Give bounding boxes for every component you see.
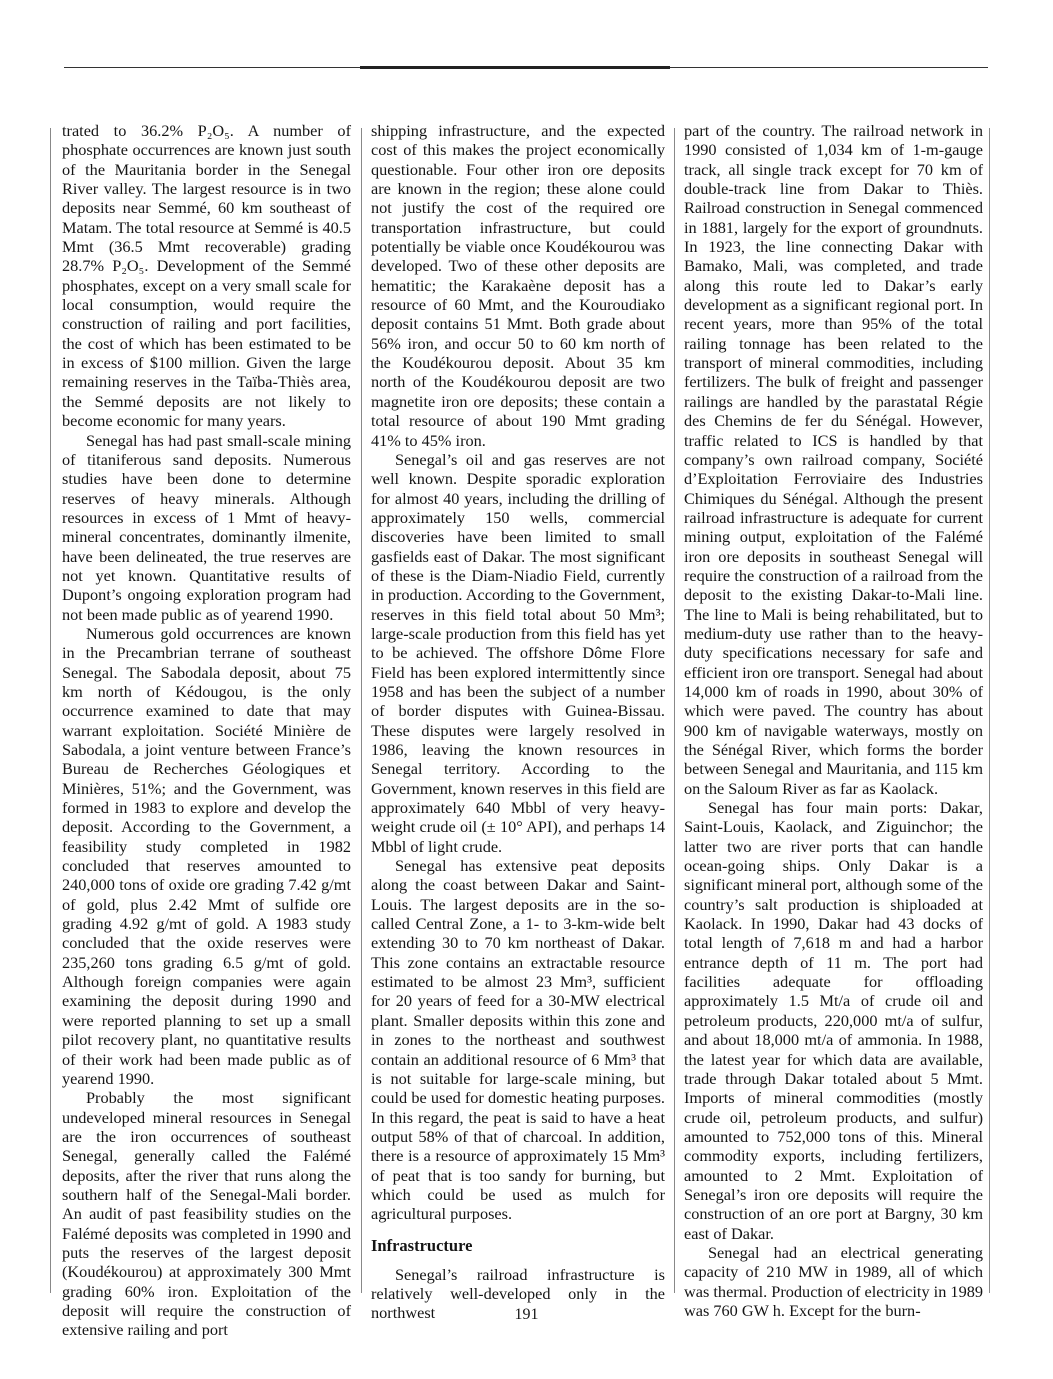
paragraph: Senegal’s oil and gas reserves are not well known. Despite sporadic exploration for almost 40 years, including the drilling of approximately 150 wells, commercial discoveries have been limited to small gasfields east of Dakar. The most significant of these is the Diam-Niadio Field, currently in production. According to the Government, reserves in this field total about 50 Mm³; large-scale production from this field has yet to be achieved. The offshore Dôme Flore Field has been explored intermittently since 1958 and has been the subject of a number of border disputes with Guinea-Bissau. These disputes were largely resolved in 1986, leaving the known resources in Senegal territory. According to the Government, known reserves in this field are approximately 640 Mbbl of very heavy-weight crude oil (± 10° API), and perhaps 14 Mbbl of light crude. bbox=[371, 449, 665, 856]
column-divider-right-outer bbox=[989, 128, 990, 1293]
paragraph: trated to 36.2% P₂O₅. A number of phosphate occurrences are known just south of the Mauritania border in the Senegal River valley. The largest resource is in two deposits near Semmé, 60 km southeast of Matam. The total resource at Semmé is 40.5 Mmt (36.5 Mmt recoverable) grading 28.7% P₂O₅. Development of the Semmé phosphates, except on a very small scale for local consumption, would require the construction of railing and port facilities, the cost of which has been estimated to be in excess of $100 million. Given the large remaining reserves in the Taïba-Thiès area, the Semmé deposits are not likely to become economic for many years. bbox=[62, 121, 351, 431]
section-heading: Infrastructure bbox=[371, 1235, 473, 1255]
text-column-1 bbox=[62, 121, 351, 1340]
page-number: 191 bbox=[514, 1306, 539, 1323]
column-divider-1-2 bbox=[361, 128, 362, 1293]
paragraph: part of the country. The railroad network in 1990 consisted of 1,034 km of 1-m-gauge track, all single track except for 70 km of double-track line from Dakar to Thiès. Railroad construction in Senegal commenced in 1881, largely for the export of groundnuts. In 1923, the line connecting Dakar with Bamako, Mali, was completed, and trade along this route led to Dakar’s early development as a significant regional port. In recent years, more than 95% of the total railing tonnage has been related to the transport of mineral commodities, including fertilizers. The bulk of freight and passenger railings are handled by the parastatal Régie des Chemins de fer du Sénégal. However, traffic related to ICS is handled by that company’s own railroad company, Société d’Exploitation Ferroviaire des Industries Chimiques du Sénégal. Although the present railroad infrastructure is adequate for current mining output, exploitation of the Falémé iron ore deposits in southeast Senegal will require the construction of a railroad from the deposit to the existing Dakar-to-Mali line. The line to Mali is being rehabilitated, but to medium-duty use rather than to the heavy-duty specifications necessary for safe and efficient iron ore transport. Senegal had about 14,000 km of roads in 1990, about 30% of which were paved. The country has about 900 km of navigable waterways, mostly on the Sénégal River, which forms the border between Senegal and Mauritania, and 115 km on the Saloum River as far as Kaolack. bbox=[684, 121, 983, 798]
paragraph: Senegal’s railroad infrastructure is relatively well-developed only in the northwest bbox=[371, 1264, 665, 1323]
paragraph: Senegal had an electrical generating capacity of 210 MW in 1989, all of which was thermal. Production of electricity in 1989 was 760 GW h. Except for the burn- bbox=[684, 1242, 983, 1320]
paragraph: Numerous gold occurrences are known in the Precambrian terrane of southeast Senegal. The Sabodala deposit, about 75 km north of Kédougou, is the only occurrence examined to date that may warrant exploitation. Société Minière de Sabodala, a joint venture between France’s Bureau de Recherches Géologiques et Minières, 51%; and the Government, was formed in 1983 to explore and develop the deposit. According to the Government, a feasibility study completed in 1982 concluded that reserves amounted to 240,000 tons of oxide ore grading 7.42 g/mt of gold, plus 2.42 Mmt of sulfide ore grading 4.92 g/mt of gold. A 1983 study concluded that the oxide reserves were 235,260 tons grading 6.5 g/mt of gold. Although foreign companies were again examining the deposit during 1990 and were reported planning to set up a small pilot recovery plant, no quantitative results of their work had been made public as of yearend 1990. bbox=[62, 623, 351, 1088]
paragraph: shipping infrastructure, and the expected cost of this makes the project economically questionable. Four other iron ore deposits are known in the region; these alone could not justify the cost of the required ore transportation infrastructure, but could potentially be viable once Koudékourou was developed. Two of these other deposits are hematitic; the Karakaène deposit has a resource of 60 Mmt, and the Kouroudiako deposit contains 51 Mmt. Both grade about 56% iron, and occur 50 to 60 km north of the Koudékourou deposit. About 35 km north of the Koudékourou deposit are two magnetite iron ore deposits; these contain a total resource of about 190 Mmt grading 41% to 45% iron. bbox=[371, 121, 665, 450]
column-divider-left-outer bbox=[50, 128, 51, 1293]
column-divider-2-3 bbox=[674, 128, 675, 1293]
header-rule-accent bbox=[360, 66, 670, 69]
paragraph: Senegal has extensive peat deposits along the coast between Dakar and Saint-Louis. The largest deposits are in the so-called Central Zone, a 1- to 3-km-wide belt extending 30 to 70 km northeast of Dakar. This zone contains an extractable resource estimated to be almost 23 Mm³, sufficient for 20 years of feed for a 30-MW electrical plant. Smaller deposits within this zone and in zones to the northeast and southwest contain an additional resource of 6 Mm³ that is not suitable for large-scale mining, but could be used for domestic heating purposes. In this regard, the peat is said to have a heat output 58% of that of charcoal. In addition, there is a resource of approximately 15 Mm³ of peat that is too sandy for burning, but which could be used as mulch for agricultural purposes. bbox=[371, 856, 665, 1224]
text-column-3 bbox=[684, 121, 983, 1320]
paragraph: Senegal has four main ports: Dakar, Saint-Louis, Kaolack, and Ziguinchor; the latter two are river ports that can handle ocean-going ships. Only Dakar is a significant mineral port, although some of the country’s salt production is shiploaded at Kaolack. In 1990, Dakar had 43 docks of total length of 7,618 m and had a harbor entrance depth of 11 m. The port had facilities adequate for offloading approximately 1.5 Mt/a of crude oil and petroleum products, 220,000 mt/a of sulfur, and about 18,000 mt/a of ammonia. In 1988, the latest year for which data are available, trade through Dakar totaled about 5 Mmt. Imports of mineral commodities (mostly crude oil, petroleum products, and sulfur) amounted to 752,000 tons of this. Mineral commodity exports, including fertilizers, amounted to 2 Mmt. Exploitation of Senegal’s iron ore deposits will require the construction of an ore port at Bargny, 30 km east of Dakar. bbox=[684, 798, 983, 1243]
paragraph: Probably the most significant undeveloped mineral resources in Senegal are the iron occurrences of southeast Senegal, generally called the Falémé deposits, after the river that runs along the southern half of the Senegal-Mali border. An audit of past feasibility studies on the Falémé deposits was completed in 1990 and puts the reserves of the largest deposit (Koudékourou) at approximately 300 Mmt grading 60% iron. Exploitation of the deposit will require the construction of extensive railing and port bbox=[62, 1088, 351, 1340]
paragraph: Senegal has had past small-scale mining of titaniferous sand deposits. Numerous studies have been done to determine reserves of heavy minerals. Although resources in excess of 1 Mmt of heavy-mineral concentrates, dominantly ilmenite, have been delineated, the true reserves are not yet known. Quantitative results of Dupont’s ongoing exploration program had not been made public as of yearend 1990. bbox=[62, 430, 351, 624]
